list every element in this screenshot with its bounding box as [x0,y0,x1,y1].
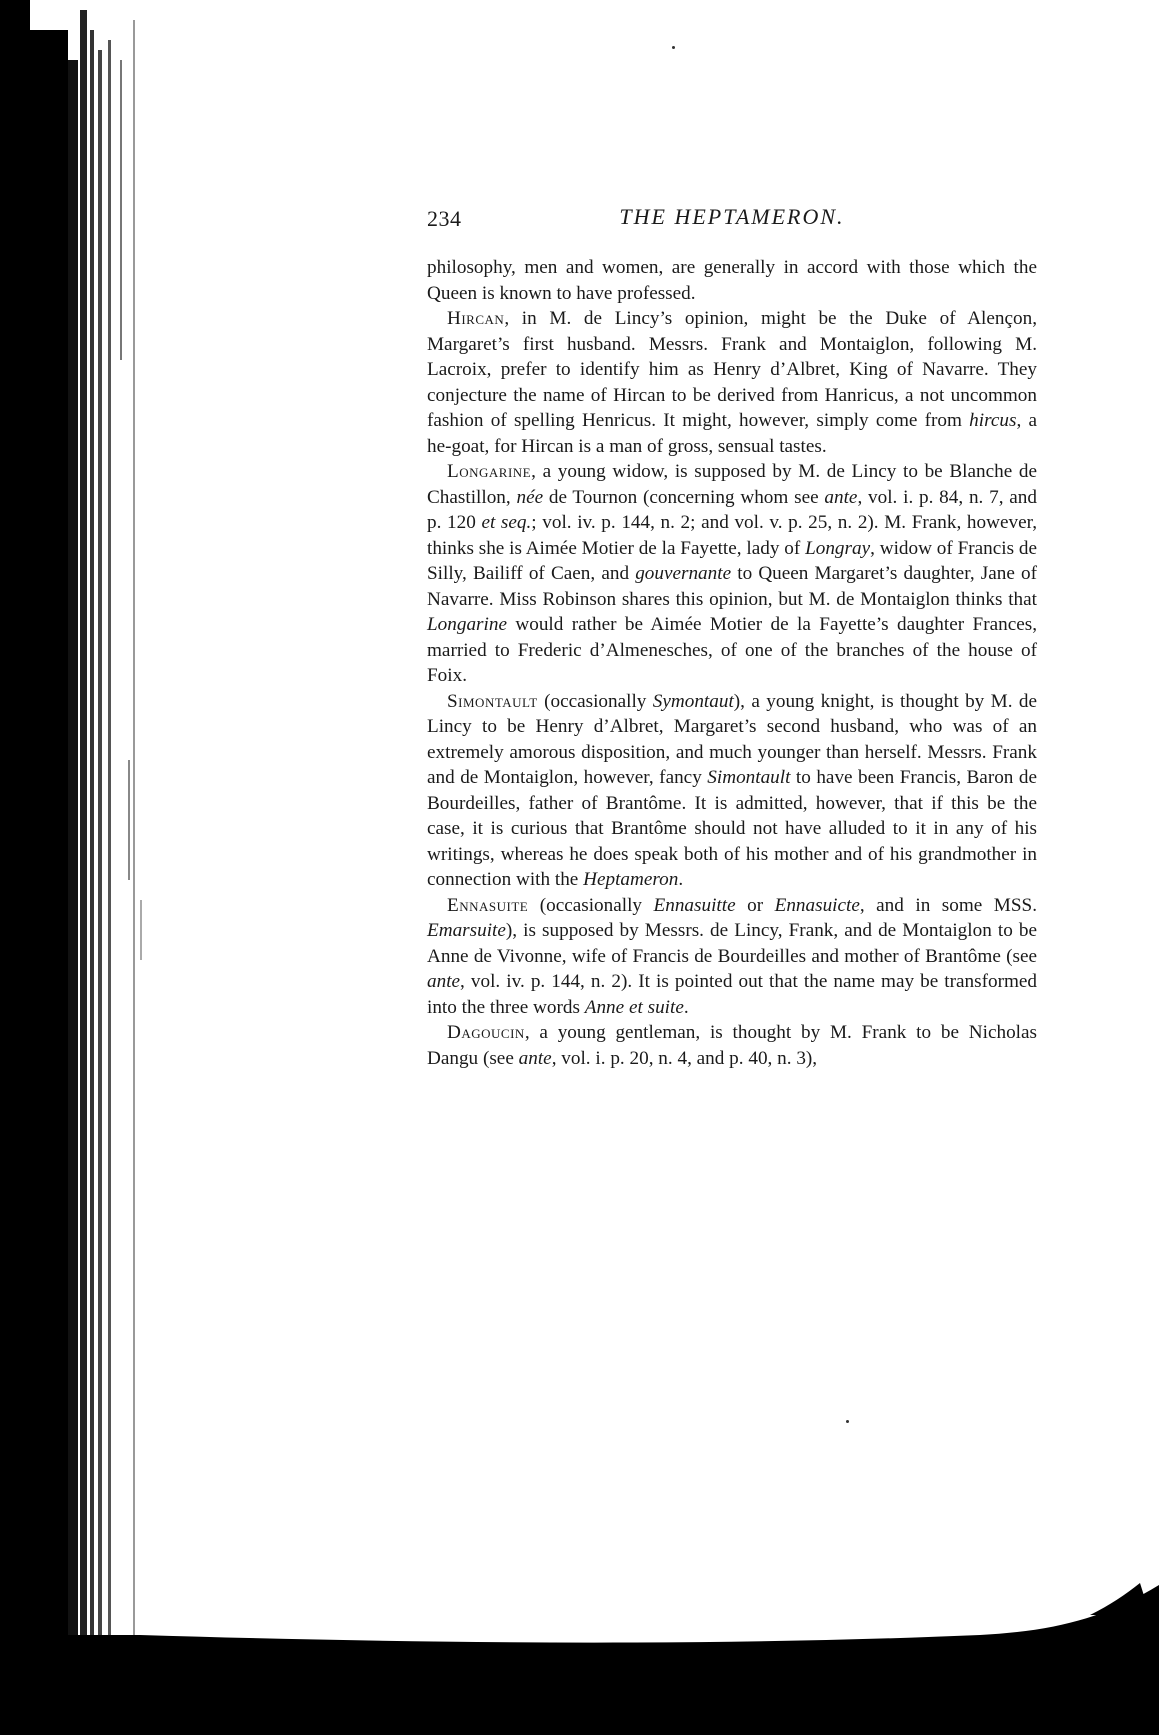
text-run: ), a young knight, is thought by M. de Lincy to be Henry d’Albret, Margaret’s second husband, who was of an extremely amorous disposition, and much younger than herself. Messrs. Frank and de Montaiglon, however, fancy [427,690,1037,788]
paragraph [427,459,1037,689]
italic-text: ante [824,486,858,508]
italic-text: née [516,486,544,508]
text-run: to Queen Margaret’s daughter, Jane of Navarre. Miss Robinson shares this opinion, but M. de Montaiglon thinks that [427,563,1037,610]
text-run: . [678,869,684,890]
paragraph [427,689,1037,893]
scan-speck [672,46,675,49]
text-run: , widow of Francis de Silly, Bailiff of Caen, and [427,537,1038,584]
page-number: 234 [427,206,462,231]
text-run: or [735,894,775,916]
body-text [427,255,1037,1071]
character-name: Ennasuite [447,894,529,916]
text-run: de Tournon (concerning whom see [543,486,825,508]
paragraph [427,255,1037,306]
italic-text: Simontault [707,767,791,788]
text-run: (occasionally [528,894,654,916]
italic-text: Longray [805,537,871,559]
character-name: Simontault [447,690,538,712]
italic-text: ante [518,1047,552,1069]
paragraph [427,893,1037,1021]
bottom-shadow [0,1575,1159,1735]
paragraph [427,1020,1037,1071]
scan-speck [846,1420,849,1423]
italic-text: Ennasuitte [653,894,736,916]
binding-shadow [0,0,160,1735]
running-head: THE HEPTAMERON. [619,204,845,229]
text-run: , a young widow, is supposed by M. de Lincy to be Blanche de Chastillon, [427,461,1037,508]
text-run: , and in some MSS. [859,894,1037,916]
italic-text: Heptameron [583,869,679,890]
italic-text: Anne et suite [584,996,684,1018]
text-run: . [683,996,689,1018]
text-run: ), is supposed by Messrs. de Lincy, Frank, and de Montaiglon to be Anne de Vivonne, wife of Francis de Bourdeilles and mother of Brantôme (see [427,920,1037,967]
text-run: (occasionally [537,690,653,712]
text-run: , vol. i. p. 84, n. 7, and p. 120 [427,486,1037,533]
italic-text: Ennasuicte [774,894,860,916]
text-run: philosophy, men and women, are generally in accord with those which the Queen is known to have professed. [427,257,1037,304]
text-run: , a young gentleman, is thought by M. Frank to be Nicholas Dangu (see [427,1022,1037,1069]
italic-text: Longarine [427,614,507,635]
text-run: , a he-goat, for Hircan is a man of gross, sensual tastes. [427,410,1037,457]
italic-text: Symontaut [652,690,734,712]
text-run: , in M. de Lincy’s opinion, might be the Duke of Alençon, Margaret’s first husband. Messrs. Frank and Montaiglon, following M. Lacroix, prefer to identify him as Henry d’Albret, King of Navarre. They conjecture the name of Hircan to be derived from Hanricus, a not uncommon fashion of spelling Henricus. It might, however, simply come from [427,308,1037,431]
italic-text: Emarsuite [427,920,506,941]
text-run: , vol. i. p. 20, n. 4, and p. 40, n. 3), [551,1047,818,1069]
page-header [427,200,1037,240]
character-name: Longarine [447,461,532,482]
paragraph [427,306,1037,459]
text-run: ; vol. iv. p. 144, n. 2; and vol. v. p. 25, n. 2). M. Frank, however, thinks she is Aimée Motier de la Fayette, lady of [427,512,1037,559]
text-run: , vol. iv. p. 144, n. 2). It is pointed out that the name may be transformed into the three words [427,971,1037,1018]
italic-text: et seq. [481,512,532,533]
italic-text: ante [427,971,461,992]
italic-text: hircus [969,410,1017,431]
text-run: to have been Francis, Baron de Bourdeilles, father of Brantôme. It is admitted, however, that if this be the case, it is curious that Brantôme should not have alluded to it in any of his writings, whereas he does speak both of his mother and of his grandmother in connection with the [427,767,1037,890]
character-name: Hircan [447,308,505,329]
text-run: would rather be Aimée Motier de la Fayette’s daughter Frances, married to Frederic d’Almenesches, of one of the branches of the house of Foix. [427,614,1037,686]
italic-text: gouvernante [635,563,732,584]
character-name: Dagoucin [447,1022,525,1043]
